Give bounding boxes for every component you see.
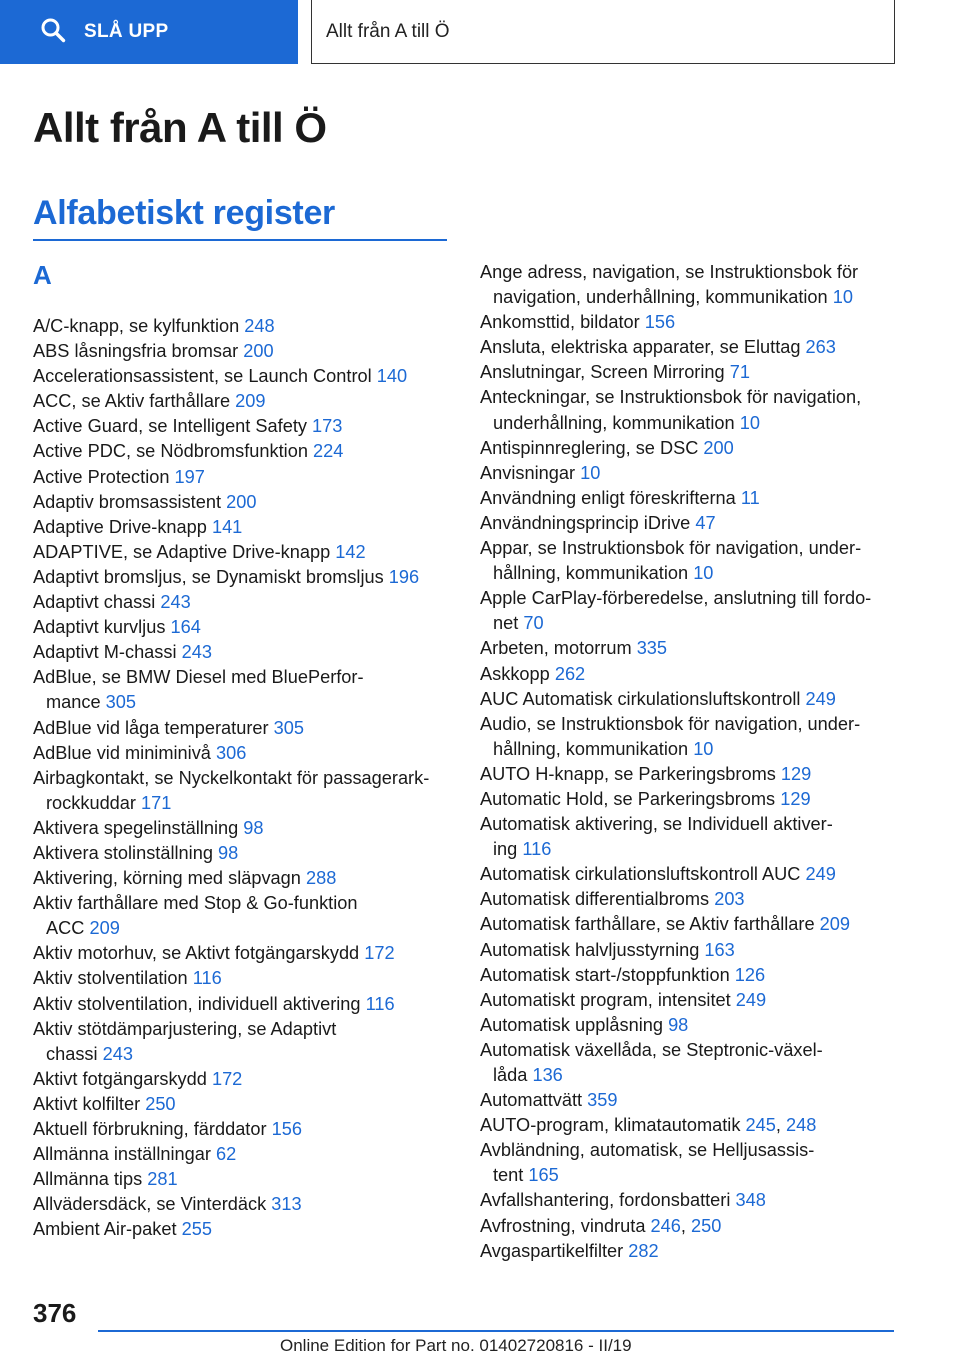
search-button[interactable] [0,0,298,64]
page-link[interactable]: 250 [145,1093,176,1114]
index-term: ACC, se Aktiv farthållare [33,391,231,412]
index-entry [33,490,453,515]
index-term: Anslutningar, Screen Mirroring [480,362,725,383]
page-link[interactable]: 172 [211,1068,243,1089]
index-entry [480,385,900,435]
page-link[interactable]: 129 [780,763,812,784]
index-entry [33,1192,453,1217]
index-term: Adaptivt M-chassi [33,642,177,663]
index-entry [33,615,453,640]
index-entry [480,1088,900,1113]
index-entry [480,1038,900,1088]
index-term: Anvisningar [480,462,576,483]
index-term: Audio, se Instruktionsbok för navigation, under- [480,713,861,734]
page-link[interactable]: 281 [147,1169,178,1190]
page-link[interactable]: 10 [832,287,853,308]
index-entry [480,812,900,862]
index-term-continued: hållning, kommunikation [493,563,689,584]
index-entry [480,662,900,687]
index-term: Ankomsttid, bildator [480,312,640,333]
page-link[interactable]: 171 [141,792,172,813]
index-entry [33,891,453,941]
footer-divider [98,1330,894,1332]
index-term: AdBlue vid miniminivå [33,742,211,763]
index-entry [33,966,453,991]
index-term-continued: ing [493,839,518,860]
index-entry [33,1117,453,1142]
page-link[interactable]: 200 [226,491,257,512]
index-term: Aktiv stötdämparjustering, se Adaptivt [33,1018,337,1039]
page-link[interactable]: 196 [388,566,420,587]
index-term: Aktivera spegelinställning [33,817,239,838]
index-term: Apple CarPlay-förberedelse, anslutning till fordo- [480,588,872,609]
index-entry [33,364,453,389]
page-link[interactable]: 163 [704,939,735,960]
index-entry [480,1239,900,1264]
index-column-right [480,260,900,1264]
index-entry [480,787,900,812]
page-link[interactable]: 305 [273,717,304,738]
index-entry [33,565,453,590]
search-icon [40,17,66,48]
index-term: Aktiv stolventilation, individuell aktivering [33,993,361,1014]
index-entry [33,540,453,565]
index-entry [480,536,900,586]
index-term: Användningsprincip iDrive [480,512,691,533]
page-link[interactable]: 200 [703,437,734,458]
index-entry [33,992,453,1017]
index-term: AdBlue vid låga temperaturer [33,717,269,738]
index-entry [33,841,453,866]
index-entry [480,988,900,1013]
index-term: AUTO-program, klimatautomatik [480,1115,741,1136]
index-entry [480,938,900,963]
index-term: Automatisk aktivering, se Individuell aktiver- [480,814,833,835]
page-link[interactable]: 263 [805,337,836,358]
index-entry [33,1217,453,1242]
index-entry [33,716,453,741]
index-entry [480,310,900,335]
index-entry [33,590,453,615]
index-term: Active Protection [33,466,170,487]
index-term: Anteckningar, se Instruktionsbok för navigation, [480,387,862,408]
index-term: Användning enligt föreskrifterna [480,487,736,508]
index-entry [33,414,453,439]
index-entry [33,389,453,414]
index-term: Appar, se Instruktionsbok för navigation, under- [480,538,862,559]
index-entry [33,640,453,665]
index-entry [33,1067,453,1092]
index-term: Adaptiv bromsassistent [33,491,222,512]
index-entry [480,862,900,887]
index-entry [480,511,900,536]
page-link[interactable]: 313 [271,1194,302,1215]
index-term: Aktivera stolinställning [33,842,213,863]
page-link[interactable]: 224 [313,441,344,462]
footer-edition [280,1336,632,1356]
index-entry [33,816,453,841]
index-term: Avbländning, automatisk, se Helljusassis- [480,1140,815,1161]
letter-heading: A [33,260,52,290]
index-term: Ange adress, navigation, se Instruktionsbok för [480,262,859,282]
index-term: Aktuell förbrukning, färddator [33,1119,267,1139]
page-link[interactable]: 156 [271,1119,302,1139]
index-term: Avfallshantering, fordonsbatteri [480,1190,731,1211]
page-link[interactable]: 359 [587,1090,618,1111]
search-label: SLÅ UPP [84,21,169,42]
page-link[interactable]: 98 [668,1014,689,1035]
index-entry [480,461,900,486]
index-term: Airbagkontakt, se Nyckelkontakt för passagerark- [33,767,430,788]
page-link[interactable]: 209 [89,918,120,939]
page-link[interactable]: 71 [729,362,750,383]
index-term: Accelerationsassistent, se Launch Control [33,366,372,387]
page-title: Allt från A till Ö [33,104,327,151]
index-term: Automatisk halvljusstyrning [480,939,700,960]
index-term: Avfrostning, vindruta [480,1215,646,1236]
index-term-continued: underhållning, kommunikation [493,412,735,433]
index-entry [480,436,900,461]
page-link[interactable]: 116 [365,993,395,1014]
index-entry [480,1138,900,1188]
page-link[interactable]: 142 [335,541,366,562]
page-link[interactable]: 203 [714,889,745,910]
index-term: Active PDC, se Nödbromsfunktion [33,441,308,462]
index-term-continued: chassi [46,1043,98,1064]
page-link[interactable]: 243 [102,1043,133,1064]
index-entry [33,314,453,339]
index-entry [33,1142,453,1167]
index-term: Aktivering, körning med släpvagn [33,868,301,889]
page-link[interactable]: 250 [691,1215,722,1236]
chapter-tab[interactable] [311,0,895,64]
index-term: Allvädersdäck, se Vinterdäck [33,1194,267,1215]
section-divider [33,239,447,241]
index-term-continued: rockkuddar [46,792,136,813]
index-entry [33,339,453,364]
page-link[interactable]: 116 [522,839,552,860]
index-entry [480,486,900,511]
index-term-continued: mance [46,692,101,713]
page-link[interactable]: 10 [739,412,760,433]
index-entry [480,687,900,712]
index-term: Automatisk växellåda, se Steptronic-växel- [480,1039,823,1060]
index-term-continued: tent [493,1165,524,1186]
index-term: Automatisk farthållare, se Aktiv farthållare [480,914,815,935]
page-link[interactable]: 98 [218,842,239,863]
page-link[interactable]: 164 [170,617,201,638]
page-link[interactable]: 209 [235,391,266,412]
index-entry [480,360,900,385]
index-term: Automatisk start-/stoppfunktion [480,964,730,985]
page-link[interactable]: 126 [734,964,766,985]
index-entry [33,1167,453,1192]
page-link[interactable]: 249 [735,989,767,1010]
page-link[interactable]: 255 [181,1219,212,1240]
index-term: AUTO H-knapp, se Parkeringsbroms [480,763,776,784]
index-term: Arbeten, motorrum [480,638,632,659]
index-term: ADAPTIVE, se Adaptive Drive-knapp [33,541,331,562]
index-term: Automatisk differentialbroms [480,889,710,910]
page-link[interactable]: 243 [181,642,212,663]
page-link[interactable]: 47 [695,512,716,533]
index-term: Automatisk upplåsning [480,1014,663,1035]
index-term: Automatiskt program, intensitet [480,989,731,1010]
index-term: Ansluta, elektriska apparater, se Eluttag [480,337,801,358]
page-link[interactable]: 348 [735,1190,766,1211]
page-link[interactable]: 248 [244,316,275,336]
index-entry: Avfrostning, vindruta 246, 250 [480,1215,722,1236]
index-term: A/C-knapp, se kylfunktion [33,316,240,336]
index-term: Antispinnreglering, se DSC [480,437,699,458]
page-link[interactable]: 305 [105,692,137,713]
index-term-continued: navigation, underhållning, kommunikation [493,287,828,308]
index-entry [33,766,453,816]
page-link[interactable]: 11 [740,487,760,508]
index-term: Automatic Hold, se Parkeringsbroms [480,788,776,809]
page-link[interactable]: 70 [523,613,544,634]
index-entry [33,941,453,966]
page-link[interactable]: 200 [243,341,274,362]
page-link[interactable]: 136 [532,1065,563,1085]
page-link[interactable]: 288 [305,868,337,889]
index-term: Avgaspartikelfilter [480,1240,624,1261]
index-term: Adaptivt chassi [33,592,156,613]
index-term: Automatisk cirkulationsluftskontroll AUC [480,864,801,885]
index-entry [480,762,900,787]
index-entry [33,1017,453,1067]
page-link[interactable]: 129 [780,788,811,809]
page-number: 376 [33,1298,77,1328]
page-link[interactable]: 156 [644,312,676,333]
page-link[interactable]: 116 [192,968,222,989]
index-entry [480,260,900,310]
index-term: Active Guard, se Intelligent Safety [33,416,307,437]
index-entry [33,515,453,540]
page-link[interactable]: 245 [745,1115,776,1136]
footer-edition-text: Online Edition for Part no. 01402720816 - II/19 [280,1336,632,1355]
index-term: Automattvätt [480,1090,583,1111]
index-entry [480,887,900,912]
page-link[interactable]: 246 [650,1215,681,1236]
index-term: Adaptivt kurvljus [33,617,166,638]
index-entry [33,866,453,891]
index-entry [480,712,900,762]
page-link[interactable]: 249 [805,864,836,885]
page-link[interactable]: 282 [628,1240,659,1261]
page-link[interactable]: 249 [805,688,836,709]
index-term-continued: ACC [46,918,85,939]
index-term: AdBlue, se BMW Diesel med BluePerfor- [33,667,364,688]
page-link[interactable]: 10 [580,462,601,483]
page-link[interactable]: 173 [312,416,343,437]
page-link[interactable]: 98 [243,817,264,838]
index-term: Aktivt fotgängarskydd [33,1068,207,1089]
index-term: Aktivt kolfilter [33,1093,141,1114]
page-link[interactable]: 209 [819,914,851,935]
index-column-left [33,314,453,1242]
page-link[interactable]: 262 [554,663,586,684]
index-term: Aktiv motorhuv, se Aktivt fotgängarskydd [33,943,360,964]
page-link[interactable]: 62 [216,1144,237,1165]
index-entry [480,963,900,988]
index-entry [33,665,453,715]
index-entry [480,586,900,636]
index-entry: AUTO-program, klimatautomatik 245, 248 [480,1115,817,1136]
page-link[interactable]: 335 [636,638,668,659]
page-link[interactable]: 172 [364,943,395,964]
index-entry [480,1013,900,1038]
index-entry [33,439,453,464]
page-link[interactable]: 248 [785,1115,817,1136]
index-term: Allmänna inställningar [33,1144,211,1165]
page-link[interactable]: 10 [693,563,714,584]
index-entry [480,335,900,360]
page-link[interactable]: 165 [528,1165,559,1186]
index-term-continued: hållning, kommunikation [493,738,689,759]
index-entry [480,912,900,937]
page-link[interactable]: 141 [211,516,243,537]
chapter-label: Allt från A till Ö [326,20,450,42]
index-term: Adaptivt bromsljus, se Dynamiskt bromsljus [33,566,384,587]
index-term: ABS låsningsfria bromsar [33,341,239,362]
index-term: Adaptive Drive-knapp [33,516,207,537]
index-entry [33,741,453,766]
section-title: Alfabetiskt register [33,194,335,232]
index-term: Ambient Air-paket [33,1219,177,1240]
index-entry [480,636,900,661]
index-term: Askkopp [480,663,550,684]
index-entry [33,1092,453,1117]
page-link[interactable]: 306 [215,742,247,763]
index-entry [480,1188,900,1213]
index-term: Allmänna tips [33,1169,143,1190]
index-term-continued: låda [493,1065,528,1085]
page-link[interactable]: 10 [693,738,714,759]
index-term: Aktiv stolventilation [33,968,188,989]
page-link[interactable]: 243 [160,592,191,613]
index-term-continued: net [493,613,519,634]
page-link[interactable]: 197 [174,466,205,487]
index-term: AUC Automatisk cirkulationsluftskontroll [480,688,801,709]
index-term: Aktiv farthållare med Stop & Go-funktion [33,893,358,914]
page-link[interactable]: 140 [376,366,408,387]
index-entry [33,465,453,490]
